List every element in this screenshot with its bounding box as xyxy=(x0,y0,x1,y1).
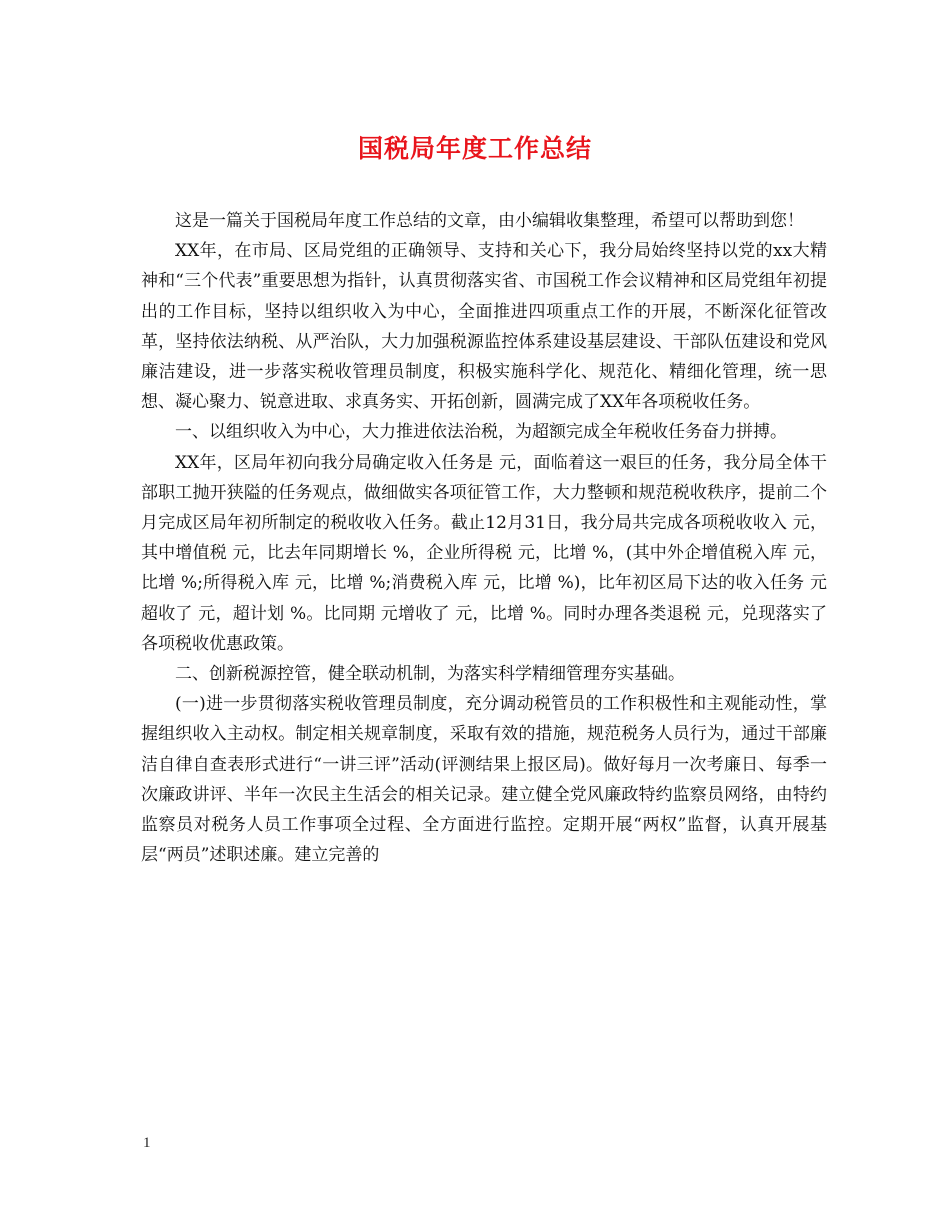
paragraph: (一)进一步贯彻落实税收管理员制度，充分调动税管员的工作积极性和主观能动性，掌握组织收入主动权。制定相关规章制度，采取有效的措施，规范税务人员行为，通过干部廉洁自律自查表形式进行“一讲三评”活动(评测结果上报区局)。做好每月一次考廉日、每季一次廉政讲评、半年一次民主生活会的相关记录。建立健全党风廉政特约监察员网络，由特约监察员对税务人员工作事项全过程、全方面进行监控。定期开展“两权”监督，认真开展基层“两员”述职述廉。建立完善的 xyxy=(141,694,827,866)
page-number: 1 xyxy=(143,1135,151,1151)
paragraph: XX年，在市局、区局党组的正确领导、支持和关心下，我分局始终坚持以党的xx大精神和“三个代表”重要思想为指针，认真贯彻落实省、市国税工作会议精神和区局党组年初提出的工作目标，坚持以组织收入为中心，全面推进四项重点工作的开展，不断深化征管改革，坚持依法纳税、从严治队，大力加强税源监控体系建设基层建设、干部队伍建设和党风廉洁建设，进一步落实税收管理员制度，积极实施科学化、规范化、精细化管理，统一思想、凝心聚力、锐意进取、求真务实、开拓创新，圆满完成了XX年各项税收任务。 xyxy=(141,241,827,413)
paragraph: 二、创新税源控管，健全联动机制，为落实科学精细管理夯实基础。 xyxy=(175,664,685,685)
document-title: 国税局年度工作总结 xyxy=(357,134,592,163)
document-body xyxy=(141,206,827,870)
paragraph: XX年，区局年初向我分局确定收入任务是 元，面临着这一艰巨的任务，我分局全体干部职工抛开狭隘的任务观点，做细做实各项征管工作，大力整顿和规范税收秩序，提前二个月完成区局年初所制定的税收收入任务。截止12月31日，我分局共完成各项税收收入 元，其中增值税 元，比去年同期增长 %，企业所得税 元，比增 %，(其中外企增值税入库 元，比增 %;所得税入库 元，比增 %;消费税入库 元，比增 %)，比年初区局下达的收入任务 元超收了 元，超计划 %。比同期 元增收了 元，比增 %。同时办理各类退税 元，兑现落实了各项税收优惠政策。 xyxy=(141,452,827,654)
paragraph: 一、以组织收入为中心，大力推进依法治税，为超额完成全年税收任务奋力拼搏。 xyxy=(175,422,787,443)
paragraph: 这是一篇关于国税局年度工作总结的文章，由小编辑收集整理，希望可以帮助到您！ xyxy=(175,211,804,231)
